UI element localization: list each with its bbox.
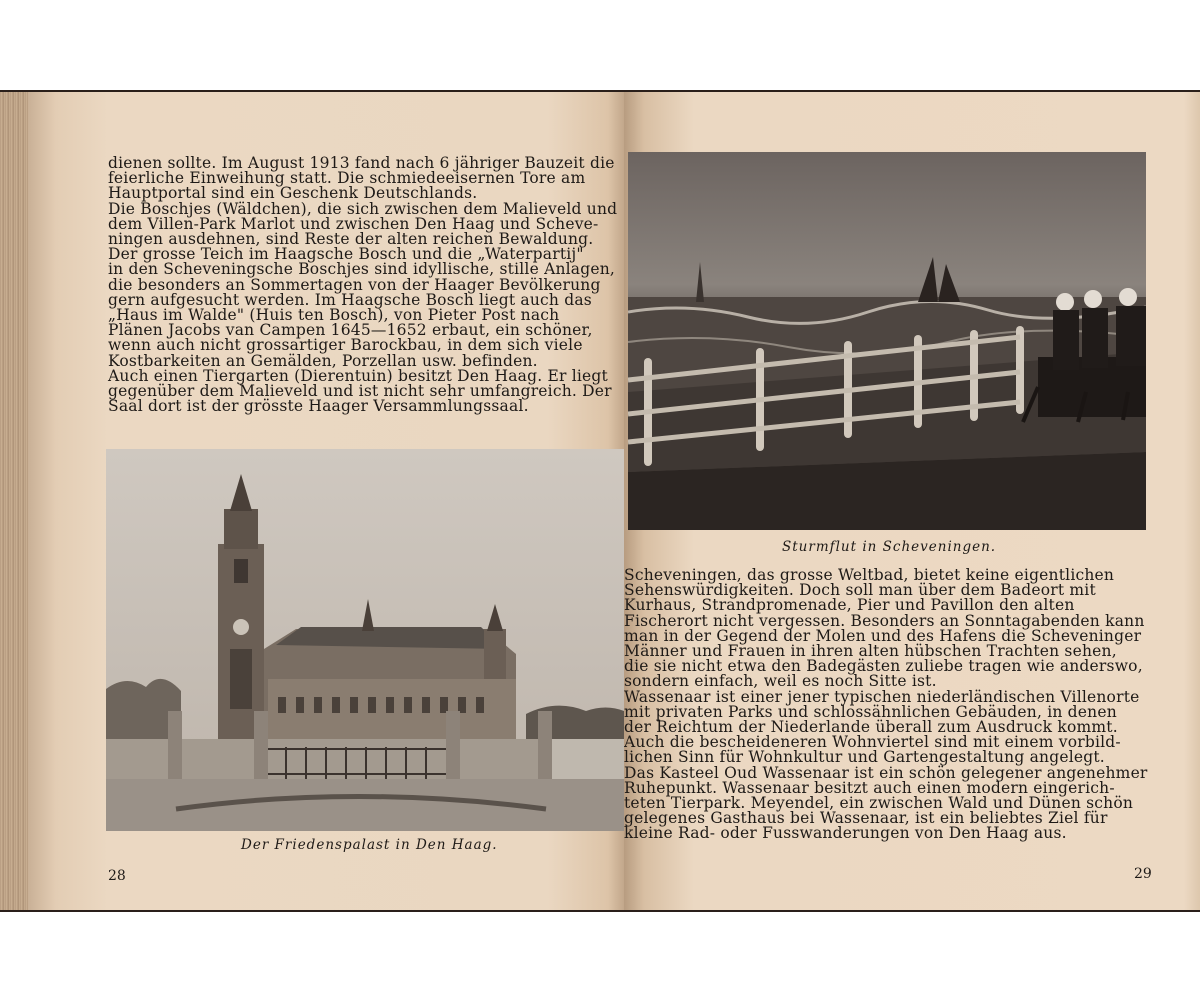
- text-line: Der grosse Teich im Haagsche Bosch und die „Waterpartij": [108, 245, 584, 264]
- text-line: „Haus im Walde" (Huis ten Bosch), von Pieter Post nach: [108, 306, 560, 325]
- page-edges: [0, 92, 30, 910]
- storm-flood-photo: [628, 152, 1146, 530]
- left-page-text: [108, 156, 617, 414]
- text-line: gelegenes Gasthaus bei Wassenaar, ist ein beliebtes Ziel für: [624, 809, 1108, 828]
- text-line: Sehenswürdigkeiten. Doch soll man über dem Badeort mit: [624, 581, 1096, 600]
- text-line: Hauptportal sind ein Geschenk Deutschlands.: [108, 184, 478, 203]
- text-line: Die Boschjes (Wäldchen), die sich zwischen dem Malieveld und: [108, 199, 618, 218]
- text-line: Kostbarkeiten an Gemälden, Porzellan usw. befinden.: [108, 351, 538, 370]
- text-line: Saal dort ist der grösste Haager Versammlungssaal.: [108, 397, 529, 416]
- left-page: [28, 92, 624, 910]
- text-line: Scheveningen, das grosse Weltbad, bietet keine eigentlichen: [624, 566, 1115, 584]
- right-page: [624, 92, 1200, 910]
- text-line: Wassenaar ist einer jener typischen niederländischen Villenorte: [624, 687, 1140, 706]
- text-line: kleine Rad- oder Fusswanderungen von Den Haag aus.: [624, 824, 1067, 843]
- text-line: Fischerort nicht vergessen. Besonders an Sonntagabenden kann: [624, 611, 1145, 630]
- text-line: feierliche Einweihung statt. Die schmiedeeisernen Tore am: [108, 169, 586, 188]
- text-line: Das Kasteel Oud Wassenaar ist ein schön gelegener angenehmer: [624, 763, 1148, 782]
- text-line: gegenüber dem Malieveld und ist nicht sehr umfangreich. Der: [108, 382, 612, 401]
- open-book: [0, 90, 1200, 912]
- right-page-number: 29: [1134, 866, 1152, 882]
- right-page-text: [624, 568, 1148, 842]
- text-line: Auch einen Tiergarten (Dierentuin) besitzt Den Haag. Er liegt: [108, 366, 608, 385]
- text-line: der Reichtum der Niederlande überall zum Ausdruck kommt.: [624, 718, 1118, 737]
- text-line: mit privaten Parks und schlossähnlichen Gebäuden, in denen: [624, 702, 1117, 721]
- text-line: die besonders an Sommertagen von der Haager Bevölkerung: [108, 275, 601, 294]
- text-line: Auch die bescheideneren Wohnviertel sind mit einem vorbild-: [624, 733, 1121, 752]
- left-photo-caption: Der Friedenspalast in Den Haag.: [241, 837, 498, 853]
- text-line: dem Villen-Park Marlot und zwischen Den Haag und Scheve-: [108, 214, 599, 233]
- text-line: lichen Sinn für Wohnkultur und Gartengestaltung angelegt.: [624, 748, 1105, 767]
- text-line: Ruhepunkt. Wassenaar besitzt auch einen modern eingerich-: [624, 778, 1115, 797]
- text-line: ningen ausdehnen, sind Reste der alten reichen Bewaldung.: [108, 230, 594, 249]
- text-line: Männer und Frauen in ihren alten hübschen Trachten sehen,: [624, 642, 1117, 661]
- peace-palace-photo: [106, 449, 624, 831]
- text-line: dienen sollte. Im August 1913 fand nach 6 jähriger Bauzeit die: [108, 154, 615, 172]
- text-line: gern aufgesucht werden. Im Haagsche Bosch liegt auch das: [108, 290, 592, 309]
- text-line: teten Tierpark. Meyendel, ein zwischen Wald und Dünen schön: [624, 794, 1134, 813]
- text-line: Kurhaus, Strandpromenade, Pier und Pavillon den alten: [624, 596, 1075, 615]
- text-line: man in der Gegend der Molen und des Hafens die Scheveninger: [624, 626, 1142, 645]
- text-line: wenn auch nicht grossartiger Barockbau, in dem sich viele: [108, 336, 583, 355]
- text-line: sondern einfach, weil es noch Sitte ist.: [624, 672, 937, 691]
- text-line: Plänen Jacobs van Campen 1645—1652 erbaut, ein schöner,: [108, 321, 593, 340]
- left-page-number: 28: [108, 868, 126, 884]
- right-photo-caption: Sturmflut in Scheveningen.: [782, 539, 997, 555]
- text-line: die sie nicht etwa den Badegästen zuliebe tragen wie anderswo,: [624, 657, 1143, 676]
- text-line: in den Scheveningsche Boschjes sind idyllische, stille Anlagen,: [108, 260, 616, 279]
